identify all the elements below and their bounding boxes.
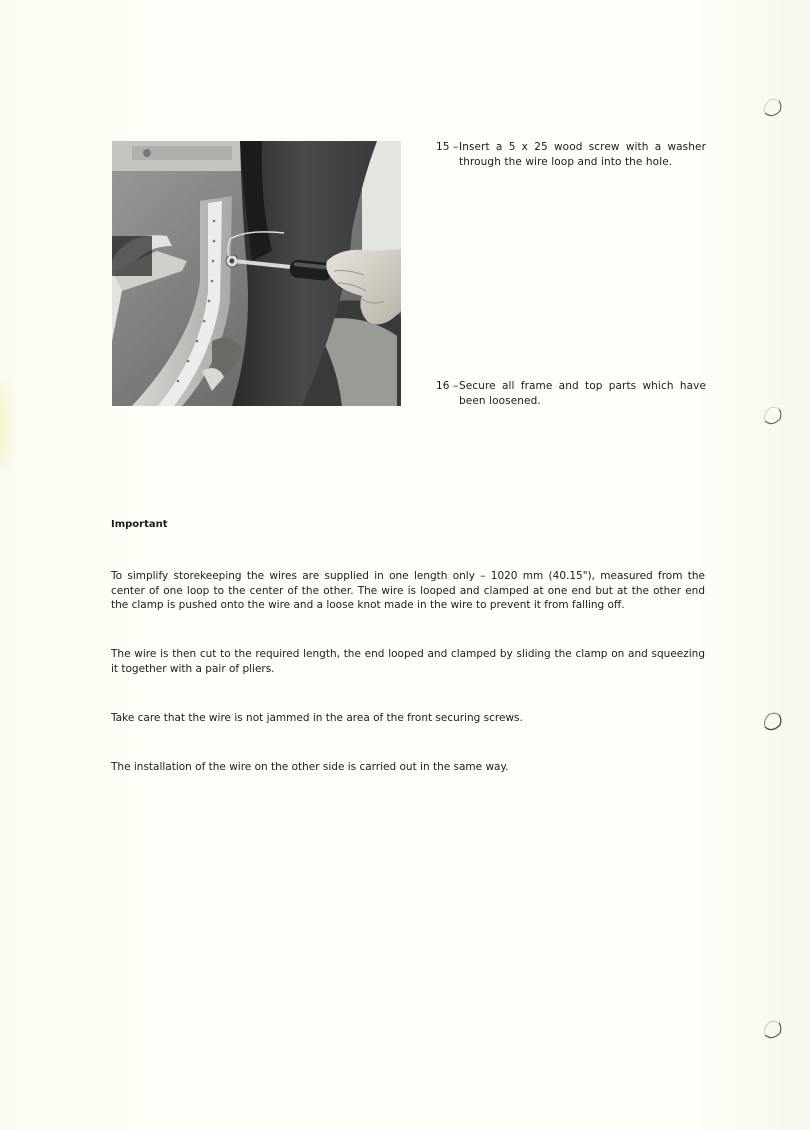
important-heading: Important: [111, 519, 168, 530]
important-paragraph: The wire is then cut to the required length, the end looped and clamped by sliding the clamp on and squeezing it together with a pair of pliers.: [111, 648, 705, 675]
step-text: Insert a 5 x 25 wood screw with a washer through the wire loop and into the hole.: [459, 141, 706, 168]
screwdriver-photo-illustration: [112, 141, 401, 406]
binder-hole-icon: [762, 97, 784, 119]
binder-hole-icon: [762, 711, 784, 733]
important-paragraph: The installation of the wire on the other side is carried out in the same way.: [111, 761, 509, 773]
important-paragraph: To simplify storekeeping the wires are supplied in one length only – 1020 mm (40.15"), measured from the center of one loop to the center of the other. The wire is looped and clamped at one end but at the other end the clamp is pushed onto the wire and a loose knot made in the wire to prevent it from falling off.: [111, 570, 705, 612]
step-15: [436, 140, 706, 169]
step-text: Secure all frame and top parts which have been loosened.: [459, 380, 706, 407]
step-number: 16 –: [436, 380, 459, 392]
paper-stain: [0, 380, 14, 470]
binder-hole-icon: [762, 405, 784, 427]
binder-hole-icon: [762, 1019, 784, 1041]
step-16: [436, 379, 706, 408]
important-paragraph: Take care that the wire is not jammed in the area of the front securing screws.: [111, 712, 523, 724]
step-number: 15 –: [436, 141, 459, 153]
step-15-photo: [112, 141, 401, 406]
